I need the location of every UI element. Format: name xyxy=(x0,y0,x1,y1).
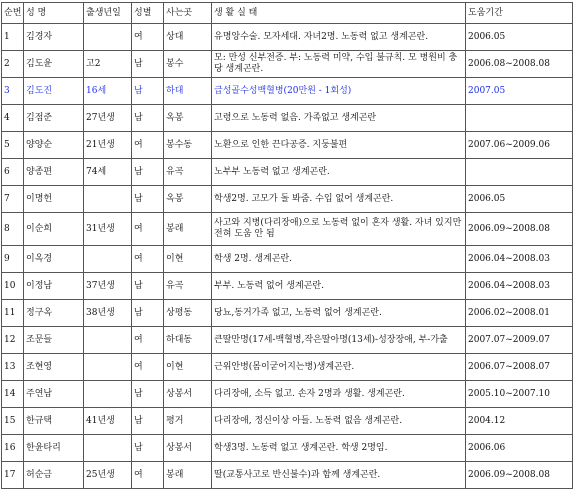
cell-support-period: 2006.06 xyxy=(466,435,573,462)
cell-name: 한규택 xyxy=(24,408,84,435)
cell-name: 양양순 xyxy=(24,132,84,159)
cell-residence: 봉수동 xyxy=(164,132,212,159)
table-row xyxy=(2,435,573,462)
cell-number: 6 xyxy=(2,159,24,186)
cell-living-status: 모: 만성 신부전증. 부: 노동력 미약, 수입 불규칙. 모 병원비 충당 생계곤란. xyxy=(212,51,466,78)
cell-number: 14 xyxy=(2,381,24,408)
cell-residence: 상봉서 xyxy=(164,435,212,462)
cell-residence: 상대 xyxy=(164,24,212,51)
cell-name: 양종편 xyxy=(24,159,84,186)
cell-sex: 남 xyxy=(132,78,164,105)
cell-number: 16 xyxy=(2,435,24,462)
cell-living-status: 당뇨,동거가족 없고, 노동력 없어 생계곤란. xyxy=(212,300,466,327)
cell-residence: 이현 xyxy=(164,246,212,273)
cell-living-status: 학생3명. 노동력 없고 생계곤란. 학생 2명임. xyxy=(212,435,466,462)
cell-number: 10 xyxy=(2,273,24,300)
cell-sex: 여 xyxy=(132,24,164,51)
table-row xyxy=(2,51,573,78)
cell-name: 이명헌 xyxy=(24,186,84,213)
cell-birth xyxy=(84,24,132,51)
cell-number: 11 xyxy=(2,300,24,327)
cell-support-period: 2007.07~2009.07 xyxy=(466,327,573,354)
table-row xyxy=(2,159,573,186)
cell-living-status: 유명앙수술. 모자세대. 자녀2명. 노동력 없고 생계곤란. xyxy=(212,24,466,51)
cell-living-status: 고령으로 노동력 없음. 가족없고 생계곤란 xyxy=(212,105,466,132)
cell-living-status: 노환으로 인한 끈다공증. 지둥불편 xyxy=(212,132,466,159)
table-row xyxy=(2,300,573,327)
cell-sex: 여 xyxy=(132,132,164,159)
cell-birth xyxy=(84,381,132,408)
cell-number: 5 xyxy=(2,132,24,159)
table-row xyxy=(2,78,573,105)
cell-living-status: 딸(교통사고로 반신불수)과 함께 생계곤란. xyxy=(212,462,466,489)
cell-number: 13 xyxy=(2,354,24,381)
cell-living-status: 다리장애, 소득 없고. 손자 2명과 생활. 생계곤란. xyxy=(212,381,466,408)
cell-name: 이옥경 xyxy=(24,246,84,273)
cell-name: 정구옥 xyxy=(24,300,84,327)
cell-birth xyxy=(84,186,132,213)
cell-sex: 남 xyxy=(132,159,164,186)
cell-residence: 하대 xyxy=(164,78,212,105)
cell-sex: 남 xyxy=(132,381,164,408)
cell-number: 15 xyxy=(2,408,24,435)
cell-number: 12 xyxy=(2,327,24,354)
cell-birth xyxy=(84,327,132,354)
table-row xyxy=(2,246,573,273)
cell-residence: 유곡 xyxy=(164,159,212,186)
cell-birth xyxy=(84,246,132,273)
cell-living-status: 급성골수성백혈병(20만원 - 1회성) xyxy=(212,78,466,105)
cell-living-status: 사고와 지병(다리장애)으로 노동력 없이 혼자 생활. 자녀 있지만 전혀 도움 안 됨 xyxy=(212,213,466,246)
cell-sex: 남 xyxy=(132,435,164,462)
cell-number: 3 xyxy=(2,78,24,105)
cell-number: 8 xyxy=(2,213,24,246)
cell-number: 2 xyxy=(2,51,24,78)
table-row xyxy=(2,381,573,408)
cell-name: 주연남 xyxy=(24,381,84,408)
cell-sex: 여 xyxy=(132,354,164,381)
cell-sex: 여 xyxy=(132,246,164,273)
cell-residence: 봉래 xyxy=(164,213,212,246)
cell-residence: 옥봉 xyxy=(164,186,212,213)
header-number: 순번 xyxy=(2,3,24,24)
cell-residence: 하대동 xyxy=(164,327,212,354)
cell-residence: 이현 xyxy=(164,354,212,381)
cell-support-period: 2007.06~2009.06 xyxy=(466,132,573,159)
header-support-period: 도움기간 xyxy=(466,3,573,24)
cell-birth: 16세 xyxy=(84,78,132,105)
cell-number: 17 xyxy=(2,462,24,489)
table-row xyxy=(2,24,573,51)
cell-name: 이정남 xyxy=(24,273,84,300)
cell-support-period: 2006.08~2008.08 xyxy=(466,51,573,78)
table-row xyxy=(2,213,573,246)
cell-birth: 25년생 xyxy=(84,462,132,489)
cell-sex: 남 xyxy=(132,273,164,300)
cell-birth: 74세 xyxy=(84,159,132,186)
table-row xyxy=(2,462,573,489)
cell-living-status: 다리장애, 정신이상 아들. 노동력 없음 생계곤란. xyxy=(212,408,466,435)
cell-name: 조문들 xyxy=(24,327,84,354)
cell-number: 1 xyxy=(2,24,24,51)
cell-support-period: 2006.04~2008.03 xyxy=(466,246,573,273)
cell-sex: 남 xyxy=(132,186,164,213)
cell-name: 이순희 xyxy=(24,213,84,246)
cell-support-period: 2006.09~2008.08 xyxy=(466,462,573,489)
table-row xyxy=(2,105,573,132)
cell-support-period: 2004.12 xyxy=(466,408,573,435)
cell-number: 4 xyxy=(2,105,24,132)
cell-birth: 37년생 xyxy=(84,273,132,300)
cell-residence: 옥봉 xyxy=(164,105,212,132)
cell-support-period: 2006.09~2008.08 xyxy=(466,213,573,246)
cell-birth: 41년생 xyxy=(84,408,132,435)
cell-residence: 상봉서 xyxy=(164,381,212,408)
cell-support-period: 2007.05 xyxy=(466,78,573,105)
cell-birth: 38년생 xyxy=(84,300,132,327)
cell-support-period: 2006.07~2008.07 xyxy=(466,354,573,381)
cell-residence: 봉수 xyxy=(164,51,212,78)
cell-name: 김경자 xyxy=(24,24,84,51)
table-row xyxy=(2,354,573,381)
cell-support-period: 2006.04~2008.03 xyxy=(466,273,573,300)
cell-birth: 27년생 xyxy=(84,105,132,132)
cell-support-period xyxy=(466,159,573,186)
cell-number: 7 xyxy=(2,186,24,213)
cell-sex: 여 xyxy=(132,327,164,354)
table-row xyxy=(2,327,573,354)
cell-residence: 평거 xyxy=(164,408,212,435)
cell-living-status: 학생2명. 고모가 돌 봐줌. 수입 없어 생계곤란. xyxy=(212,186,466,213)
cell-sex: 남 xyxy=(132,408,164,435)
cell-name: 김도진 xyxy=(24,78,84,105)
cell-birth: 고2 xyxy=(84,51,132,78)
cell-support-period: 2006.05 xyxy=(466,24,573,51)
cell-residence: 상평동 xyxy=(164,300,212,327)
header-row xyxy=(2,3,573,24)
cell-support-period xyxy=(466,105,573,132)
table-row xyxy=(2,273,573,300)
cell-birth: 21년생 xyxy=(84,132,132,159)
cell-birth xyxy=(84,354,132,381)
cell-residence: 봉래 xyxy=(164,462,212,489)
cell-support-period: 2006.02~2008.01 xyxy=(466,300,573,327)
cell-name: 한윤타리 xyxy=(24,435,84,462)
cell-name: 허순금 xyxy=(24,462,84,489)
cell-living-status: 근위안병(몸이굳어지는병)생계곤란. xyxy=(212,354,466,381)
cell-living-status: 노부부 노동력 없고 생계곤란. xyxy=(212,159,466,186)
cell-sex: 여 xyxy=(132,462,164,489)
cell-living-status: 학생 2명. 생계곤란. xyxy=(212,246,466,273)
header-name: 성 명 xyxy=(24,3,84,24)
cell-name: 조현영 xyxy=(24,354,84,381)
cell-support-period: 2005.10~2007.10 xyxy=(466,381,573,408)
table-row xyxy=(2,408,573,435)
cell-sex: 남 xyxy=(132,105,164,132)
table-row xyxy=(2,132,573,159)
cell-sex: 남 xyxy=(132,300,164,327)
cell-living-status: 큰딸만명(17세-백혈병,작은딸아명(13세)-성장장애, 부-가출 xyxy=(212,327,466,354)
cell-birth: 31년생 xyxy=(84,213,132,246)
cell-residence: 유곡 xyxy=(164,273,212,300)
cell-sex: 남 xyxy=(132,51,164,78)
cell-name: 김도윤 xyxy=(24,51,84,78)
cell-number: 9 xyxy=(2,246,24,273)
cell-birth xyxy=(84,435,132,462)
header-living-status: 생 활 실 태 xyxy=(212,3,466,24)
header-birth: 출생년일 xyxy=(84,3,132,24)
header-residence: 사는곳 xyxy=(164,3,212,24)
header-sex: 성별 xyxy=(132,3,164,24)
support-recipient-table xyxy=(1,2,573,489)
table-row xyxy=(2,186,573,213)
cell-sex: 여 xyxy=(132,213,164,246)
cell-name: 김점준 xyxy=(24,105,84,132)
cell-living-status: 부부. 노동력 없어 생계곤란. xyxy=(212,273,466,300)
cell-support-period: 2006.05 xyxy=(466,186,573,213)
